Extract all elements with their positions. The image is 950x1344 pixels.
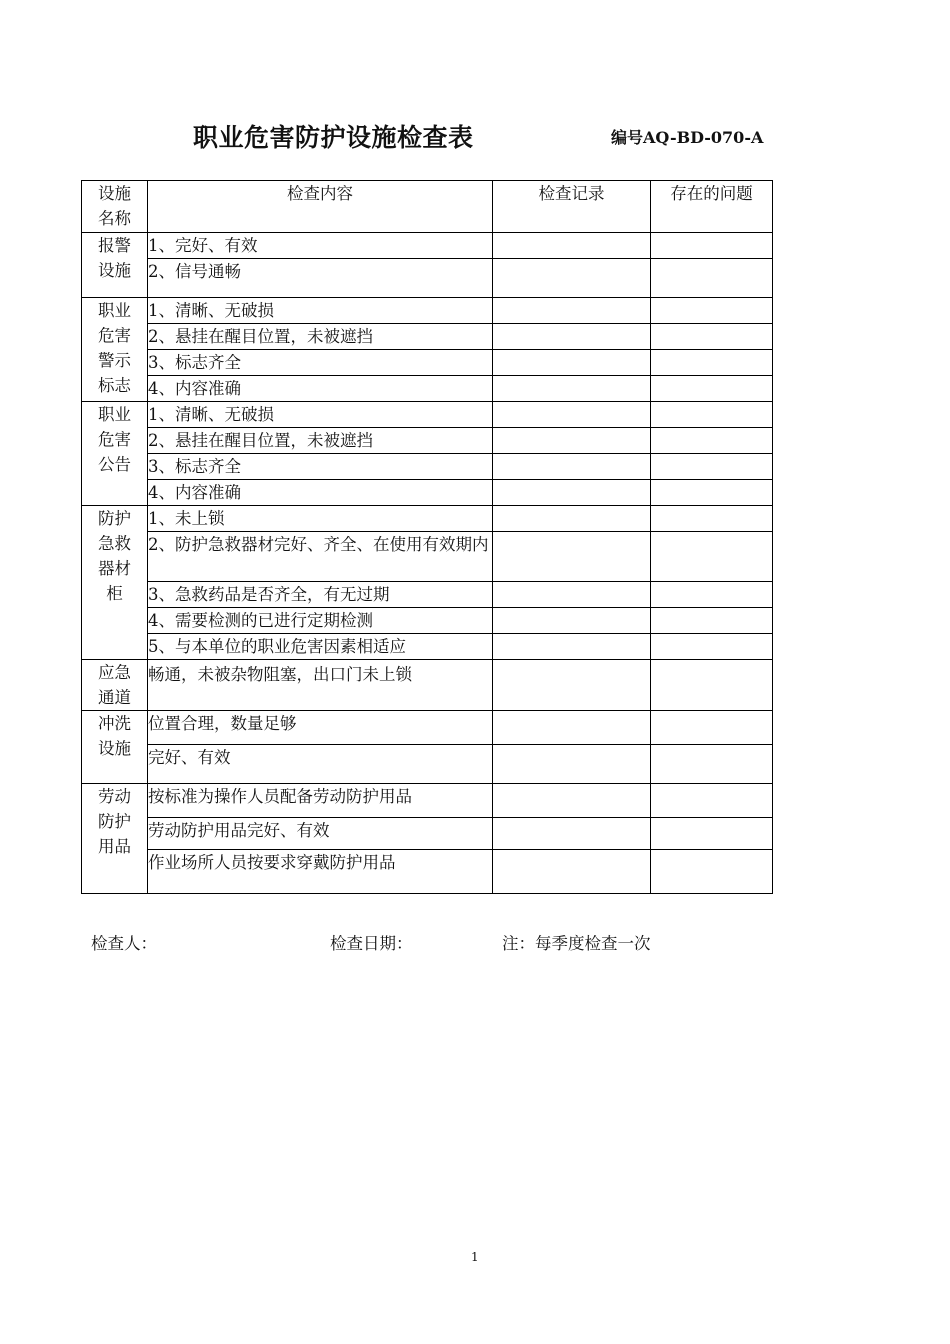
issue-cell[interactable] bbox=[651, 582, 773, 608]
section-name: 应急通道 bbox=[82, 660, 148, 711]
check-item: 1、完好、有效 bbox=[148, 233, 493, 259]
record-cell[interactable] bbox=[493, 454, 651, 480]
issue-cell[interactable] bbox=[651, 745, 773, 784]
check-item: 2、信号通畅 bbox=[148, 259, 493, 298]
check-item: 5、与本单位的职业危害因素相适应 bbox=[148, 634, 493, 660]
issue-cell[interactable] bbox=[651, 818, 773, 850]
header-issues: 存在的问题 bbox=[651, 181, 773, 233]
check-item: 劳动防护用品完好、有效 bbox=[148, 818, 493, 850]
document-number: 编号AQ-BD-070-A bbox=[611, 128, 764, 147]
check-item: 4、内容准确 bbox=[148, 376, 493, 402]
record-cell[interactable] bbox=[493, 402, 651, 428]
record-cell[interactable] bbox=[493, 784, 651, 818]
check-item: 按标准为操作人员配备劳动防护用品 bbox=[148, 784, 493, 818]
record-cell[interactable] bbox=[493, 259, 651, 298]
record-cell[interactable] bbox=[493, 711, 651, 745]
header-facility-name: 设施名称 bbox=[82, 181, 148, 233]
issue-cell[interactable] bbox=[651, 298, 773, 324]
record-cell[interactable] bbox=[493, 818, 651, 850]
check-item: 1、清晰、无破损 bbox=[148, 298, 493, 324]
page-number: 1 bbox=[471, 1250, 479, 1264]
issue-cell[interactable] bbox=[651, 480, 773, 506]
record-cell[interactable] bbox=[493, 480, 651, 506]
check-item: 1、未上锁 bbox=[148, 506, 493, 532]
page-title: 职业危害防护设施检查表 bbox=[193, 123, 474, 152]
issue-cell[interactable] bbox=[651, 324, 773, 350]
record-cell[interactable] bbox=[493, 428, 651, 454]
record-cell[interactable] bbox=[493, 745, 651, 784]
section-name: 职业危害警示标志 bbox=[82, 298, 148, 402]
check-item: 3、急救药品是否齐全，有无过期 bbox=[148, 582, 493, 608]
record-cell[interactable] bbox=[493, 298, 651, 324]
record-cell[interactable] bbox=[493, 506, 651, 532]
issue-cell[interactable] bbox=[651, 850, 773, 894]
check-item: 2、悬挂在醒目位置，未被遮挡 bbox=[148, 428, 493, 454]
section-name: 防护急救器材柜 bbox=[82, 506, 148, 660]
check-item: 3、标志齐全 bbox=[148, 454, 493, 480]
issue-cell[interactable] bbox=[651, 634, 773, 660]
section-name: 劳动防护用品 bbox=[82, 784, 148, 894]
issue-cell[interactable] bbox=[651, 428, 773, 454]
record-cell[interactable] bbox=[493, 582, 651, 608]
check-item: 位置合理，数量足够 bbox=[148, 711, 493, 745]
record-cell[interactable] bbox=[493, 608, 651, 634]
issue-cell[interactable] bbox=[651, 784, 773, 818]
note-text: 注：每季度检查一次 bbox=[502, 934, 651, 953]
record-cell[interactable] bbox=[493, 233, 651, 259]
check-item: 2、防护急救器材完好、齐全、在使用有效期内 bbox=[148, 532, 493, 582]
record-cell[interactable] bbox=[493, 376, 651, 402]
record-cell[interactable] bbox=[493, 350, 651, 376]
section-name: 职业危害公告 bbox=[82, 402, 148, 506]
inspection-table bbox=[81, 180, 773, 894]
inspection-date-label: 检查日期： bbox=[330, 934, 413, 953]
issue-cell[interactable] bbox=[651, 233, 773, 259]
check-item: 1、清晰、无破损 bbox=[148, 402, 493, 428]
check-item: 完好、有效 bbox=[148, 745, 493, 784]
check-item: 3、标志齐全 bbox=[148, 350, 493, 376]
record-cell[interactable] bbox=[493, 634, 651, 660]
issue-cell[interactable] bbox=[651, 259, 773, 298]
issue-cell[interactable] bbox=[651, 532, 773, 582]
section-name: 冲洗设施 bbox=[82, 711, 148, 784]
section-name: 报警设施 bbox=[82, 233, 148, 298]
issue-cell[interactable] bbox=[651, 608, 773, 634]
check-item: 4、需要检测的已进行定期检测 bbox=[148, 608, 493, 634]
header-record: 检查记录 bbox=[493, 181, 651, 233]
issue-cell[interactable] bbox=[651, 402, 773, 428]
issue-cell[interactable] bbox=[651, 454, 773, 480]
issue-cell[interactable] bbox=[651, 350, 773, 376]
issue-cell[interactable] bbox=[651, 660, 773, 711]
issue-cell[interactable] bbox=[651, 506, 773, 532]
record-cell[interactable] bbox=[493, 532, 651, 582]
record-cell[interactable] bbox=[493, 660, 651, 711]
check-item: 2、悬挂在醒目位置，未被遮挡 bbox=[148, 324, 493, 350]
issue-cell[interactable] bbox=[651, 711, 773, 745]
check-item: 作业场所人员按要求穿戴防护用品 bbox=[148, 850, 493, 894]
check-item: 畅通，未被杂物阻塞，出口门未上锁 bbox=[148, 660, 493, 711]
record-cell[interactable] bbox=[493, 850, 651, 894]
check-item: 4、内容准确 bbox=[148, 480, 493, 506]
inspector-label: 检查人： bbox=[91, 934, 157, 953]
header-content: 检查内容 bbox=[148, 181, 493, 233]
record-cell[interactable] bbox=[493, 324, 651, 350]
issue-cell[interactable] bbox=[651, 376, 773, 402]
